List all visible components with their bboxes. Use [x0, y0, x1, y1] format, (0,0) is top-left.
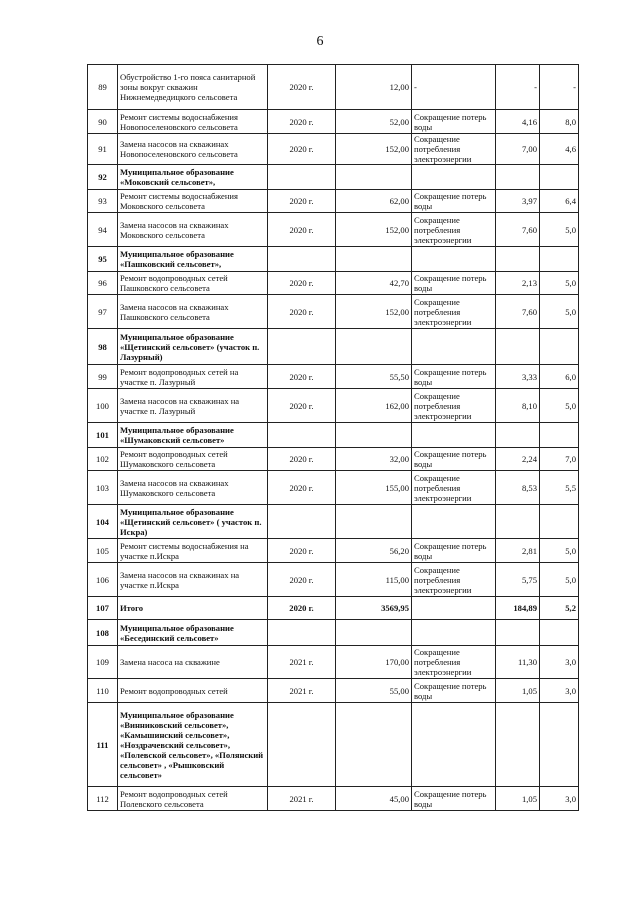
cost-cell: 52,00 — [336, 110, 412, 134]
value-1-cell — [496, 329, 540, 365]
table-row — [88, 272, 579, 295]
effect-cell: Сокращение потерь воды — [412, 190, 496, 213]
effect-cell — [412, 247, 496, 272]
measures-table — [87, 64, 579, 811]
measure-name-cell: Итого — [118, 597, 268, 620]
year-cell: 2020 г. — [268, 110, 336, 134]
effect-cell: Сокращение потребления электроэнергии — [412, 213, 496, 247]
table-row — [88, 190, 579, 213]
effect-cell — [412, 620, 496, 646]
table-row — [88, 329, 579, 365]
cost-cell — [336, 423, 412, 448]
value-1-cell: 5,75 — [496, 563, 540, 597]
row-number-cell: 92 — [88, 165, 118, 190]
value-1-cell: 2,81 — [496, 539, 540, 563]
year-cell: 2021 г. — [268, 787, 336, 811]
measure-name-cell: Замена насосов на скважинах на участке п. Лазурный — [118, 389, 268, 423]
measure-name-cell: Обустройство 1-го пояса санитарной зоны вокруг скважин Нижнемедведицкого сельсовета — [118, 65, 268, 110]
value-1-cell: 7,60 — [496, 295, 540, 329]
row-number-cell: 105 — [88, 539, 118, 563]
measure-name-cell: Ремонт водопроводных сетей на участке п. Лазурный — [118, 365, 268, 389]
value-2-cell: 6,4 — [540, 190, 579, 213]
value-1-cell: 7,60 — [496, 213, 540, 247]
cost-cell — [336, 505, 412, 539]
table-row — [88, 505, 579, 539]
effect-cell: Сокращение потерь воды — [412, 365, 496, 389]
effect-cell: Сокращение потерь воды — [412, 448, 496, 471]
cost-cell — [336, 165, 412, 190]
measure-name-cell: Замена насосов на скважинах Моковского сельсовета — [118, 213, 268, 247]
table-row — [88, 597, 579, 620]
table-row — [88, 703, 579, 787]
year-cell: 2020 г. — [268, 365, 336, 389]
effect-cell — [412, 329, 496, 365]
value-2-cell: 6,0 — [540, 365, 579, 389]
measure-name-cell: Замена насосов на скважинах Пашковского сельсовета — [118, 295, 268, 329]
cost-cell: 56,20 — [336, 539, 412, 563]
row-number-cell: 91 — [88, 134, 118, 165]
cost-cell: 162,00 — [336, 389, 412, 423]
row-number-cell: 90 — [88, 110, 118, 134]
value-2-cell: 3,0 — [540, 679, 579, 703]
effect-cell: Сокращение потребления электроэнергии — [412, 563, 496, 597]
row-number-cell: 104 — [88, 505, 118, 539]
measure-name-cell: Муниципальное образование «Щетинский сельсовет» (участок п. Лазурный) — [118, 329, 268, 365]
value-2-cell: 4,6 — [540, 134, 579, 165]
year-cell — [268, 703, 336, 787]
table-body — [88, 65, 579, 811]
cost-cell — [336, 703, 412, 787]
measure-name-cell: Ремонт водопроводных сетей Шумаковского сельсовета — [118, 448, 268, 471]
cost-cell: 32,00 — [336, 448, 412, 471]
value-1-cell: 8,53 — [496, 471, 540, 505]
table-row — [88, 110, 579, 134]
year-cell — [268, 165, 336, 190]
value-2-cell — [540, 165, 579, 190]
year-cell: 2021 г. — [268, 646, 336, 679]
cost-cell: 62,00 — [336, 190, 412, 213]
table-row — [88, 295, 579, 329]
cost-cell: 55,50 — [336, 365, 412, 389]
year-cell: 2020 г. — [268, 597, 336, 620]
value-1-cell: 4,16 — [496, 110, 540, 134]
cost-cell: 152,00 — [336, 134, 412, 165]
value-2-cell: 5,0 — [540, 295, 579, 329]
row-number-cell: 97 — [88, 295, 118, 329]
effect-cell: Сокращение потерь воды — [412, 787, 496, 811]
table-row — [88, 563, 579, 597]
measure-name-cell: Замена насосов на скважинах на участке п.Искра — [118, 563, 268, 597]
value-2-cell: 3,0 — [540, 787, 579, 811]
measure-name-cell: Ремонт водопроводных сетей — [118, 679, 268, 703]
measure-name-cell: Муниципальное образование «Пашковский сельсовет», — [118, 247, 268, 272]
table-row — [88, 787, 579, 811]
row-number-cell: 89 — [88, 65, 118, 110]
value-2-cell: - — [540, 65, 579, 110]
value-2-cell: 5,0 — [540, 389, 579, 423]
year-cell: 2020 г. — [268, 295, 336, 329]
year-cell: 2020 г. — [268, 563, 336, 597]
table-row — [88, 365, 579, 389]
value-1-cell: 3,97 — [496, 190, 540, 213]
value-2-cell: 5,2 — [540, 597, 579, 620]
year-cell: 2020 г. — [268, 471, 336, 505]
row-number-cell: 93 — [88, 190, 118, 213]
effect-cell: Сокращение потерь воды — [412, 679, 496, 703]
value-1-cell — [496, 247, 540, 272]
cost-cell: 170,00 — [336, 646, 412, 679]
year-cell: 2020 г. — [268, 389, 336, 423]
value-2-cell — [540, 505, 579, 539]
value-1-cell: 184,89 — [496, 597, 540, 620]
row-number-cell: 109 — [88, 646, 118, 679]
value-2-cell — [540, 703, 579, 787]
effect-cell — [412, 597, 496, 620]
year-cell — [268, 505, 336, 539]
row-number-cell: 107 — [88, 597, 118, 620]
value-2-cell: 8,0 — [540, 110, 579, 134]
year-cell — [268, 423, 336, 448]
measure-name-cell: Ремонт водопроводных сетей Полевского сельсовета — [118, 787, 268, 811]
value-2-cell — [540, 423, 579, 448]
effect-cell: - — [412, 65, 496, 110]
year-cell: 2020 г. — [268, 448, 336, 471]
effect-cell: Сокращение потребления электроэнергии — [412, 389, 496, 423]
effect-cell — [412, 505, 496, 539]
table-row — [88, 389, 579, 423]
cost-cell: 55,00 — [336, 679, 412, 703]
measure-name-cell: Замена насосов на скважинах Новопоселеновского сельсовета — [118, 134, 268, 165]
effect-cell: Сокращение потребления электроэнергии — [412, 295, 496, 329]
cost-cell: 12,00 — [336, 65, 412, 110]
effect-cell: Сокращение потерь воды — [412, 272, 496, 295]
table-row — [88, 679, 579, 703]
effect-cell — [412, 165, 496, 190]
value-1-cell: 7,00 — [496, 134, 540, 165]
year-cell: 2020 г. — [268, 213, 336, 247]
measure-name-cell: Ремонт системы водоснабжения на участке п.Искра — [118, 539, 268, 563]
cost-cell — [336, 620, 412, 646]
effect-cell: Сокращение потерь воды — [412, 110, 496, 134]
row-number-cell: 111 — [88, 703, 118, 787]
measure-name-cell: Ремонт водопроводных сетей Пашковского сельсовета — [118, 272, 268, 295]
table-row — [88, 539, 579, 563]
table-row — [88, 165, 579, 190]
value-2-cell: 5,0 — [540, 213, 579, 247]
cost-cell: 42,70 — [336, 272, 412, 295]
effect-cell — [412, 703, 496, 787]
row-number-cell: 106 — [88, 563, 118, 597]
table-row — [88, 448, 579, 471]
year-cell — [268, 620, 336, 646]
effect-cell: Сокращение потерь воды — [412, 539, 496, 563]
table-row — [88, 213, 579, 247]
effect-cell — [412, 423, 496, 448]
measure-name-cell: Муниципальное образование «Шумаковский сельсовет» — [118, 423, 268, 448]
value-2-cell — [540, 329, 579, 365]
table-row — [88, 646, 579, 679]
row-number-cell: 96 — [88, 272, 118, 295]
measure-name-cell: Замена насосов на скважинах Шумаковского сельсовета — [118, 471, 268, 505]
table-row — [88, 247, 579, 272]
year-cell — [268, 329, 336, 365]
value-2-cell: 5,0 — [540, 563, 579, 597]
year-cell: 2020 г. — [268, 272, 336, 295]
value-1-cell — [496, 505, 540, 539]
value-1-cell — [496, 703, 540, 787]
effect-cell: Сокращение потребления электроэнергии — [412, 646, 496, 679]
year-cell — [268, 247, 336, 272]
year-cell: 2020 г. — [268, 190, 336, 213]
value-2-cell: 3,0 — [540, 646, 579, 679]
value-2-cell — [540, 620, 579, 646]
value-1-cell: 2,13 — [496, 272, 540, 295]
year-cell: 2021 г. — [268, 679, 336, 703]
effect-cell: Сокращение потребления электроэнергии — [412, 471, 496, 505]
page-number: 6 — [316, 34, 324, 49]
row-number-cell: 110 — [88, 679, 118, 703]
value-2-cell: 5,0 — [540, 272, 579, 295]
value-1-cell: 1,05 — [496, 679, 540, 703]
cost-cell: 152,00 — [336, 295, 412, 329]
year-cell: 2020 г. — [268, 65, 336, 110]
row-number-cell: 98 — [88, 329, 118, 365]
cost-cell: 155,00 — [336, 471, 412, 505]
measure-name-cell: Ремонт системы водоснабжения Моковского сельсовета — [118, 190, 268, 213]
value-1-cell: 3,33 — [496, 365, 540, 389]
value-1-cell: - — [496, 65, 540, 110]
table-row — [88, 134, 579, 165]
value-1-cell — [496, 423, 540, 448]
measure-name-cell: Муниципальное образование «Бесединский сельсовет» — [118, 620, 268, 646]
measure-name-cell: Муниципальное образование «Щетинский сельсовет» ( участок п. Искра) — [118, 505, 268, 539]
measure-name-cell: Муниципальное образование «Винниковский сельсовет», «Камышинский сельсовет», «Ноздрачевский сельсовет», «Полевской сельсовет», «Полянский сельсовет» , «Рышковский сельсовет» — [118, 703, 268, 787]
value-2-cell: 7,0 — [540, 448, 579, 471]
cost-cell — [336, 329, 412, 365]
row-number-cell: 95 — [88, 247, 118, 272]
value-2-cell — [540, 247, 579, 272]
table-row — [88, 65, 579, 110]
row-number-cell: 112 — [88, 787, 118, 811]
cost-cell: 45,00 — [336, 787, 412, 811]
value-1-cell: 2,24 — [496, 448, 540, 471]
value-1-cell: 1,05 — [496, 787, 540, 811]
value-2-cell: 5,5 — [540, 471, 579, 505]
measure-name-cell: Ремонт системы водоснабжения Новопоселеновского сельсовета — [118, 110, 268, 134]
row-number-cell: 103 — [88, 471, 118, 505]
table-row — [88, 620, 579, 646]
cost-cell: 3569,95 — [336, 597, 412, 620]
measure-name-cell: Замена насоса на скважине — [118, 646, 268, 679]
table-row — [88, 471, 579, 505]
year-cell: 2020 г. — [268, 539, 336, 563]
table-row — [88, 423, 579, 448]
value-1-cell — [496, 165, 540, 190]
measure-name-cell: Муниципальное образование «Моковский сельсовет», — [118, 165, 268, 190]
row-number-cell: 101 — [88, 423, 118, 448]
cost-cell: 115,00 — [336, 563, 412, 597]
value-1-cell: 11,30 — [496, 646, 540, 679]
row-number-cell: 102 — [88, 448, 118, 471]
cost-cell — [336, 247, 412, 272]
value-1-cell — [496, 620, 540, 646]
value-1-cell: 8,10 — [496, 389, 540, 423]
row-number-cell: 99 — [88, 365, 118, 389]
effect-cell: Сокращение потребления электроэнергии — [412, 134, 496, 165]
cost-cell: 152,00 — [336, 213, 412, 247]
value-2-cell: 5,0 — [540, 539, 579, 563]
row-number-cell: 94 — [88, 213, 118, 247]
row-number-cell: 108 — [88, 620, 118, 646]
year-cell: 2020 г. — [268, 134, 336, 165]
row-number-cell: 100 — [88, 389, 118, 423]
